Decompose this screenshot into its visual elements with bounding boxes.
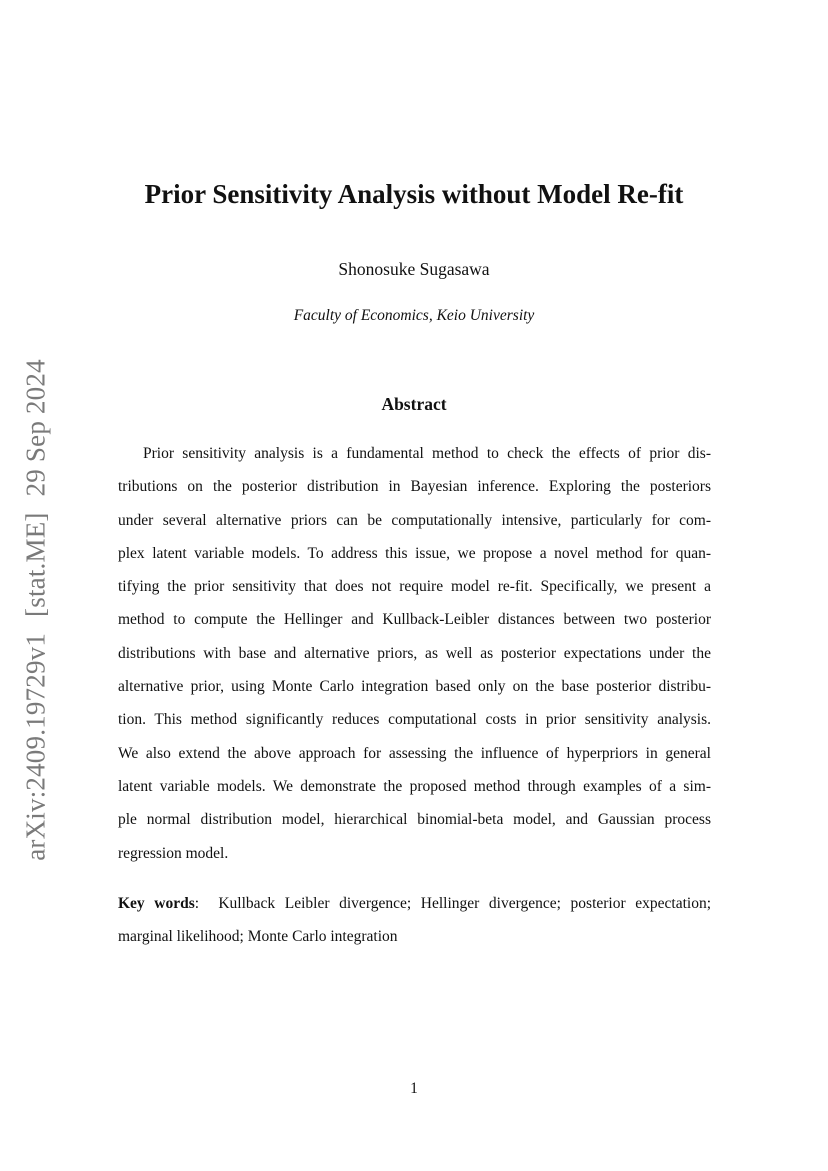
abstract-line: alternative prior, using Monte Carlo integration based only on the base posterior distribu- <box>118 678 711 696</box>
keywords-separator: : <box>194 895 200 912</box>
abstract-line: method to compute the Hellinger and Kullback-Leibler distances between two posterior <box>118 611 711 629</box>
abstract-line: Prior sensitivity analysis is a fundamental method to check the effects of prior dis- <box>143 445 711 462</box>
abstract-line: under several alternative priors can be computationally intensive, particularly for com- <box>118 511 711 529</box>
keywords-line <box>118 893 711 926</box>
author-name: Shonosuke Sugasawa <box>338 259 490 279</box>
page-number: 1 <box>410 1080 418 1097</box>
abstract-line: distributions with base and alternative priors, as well as posterior expectations under the <box>118 644 711 662</box>
abstract-line: regression model. <box>118 844 229 862</box>
abstract-line: tifying the prior sensitivity that does not require model re-fit. Specifically, we present a <box>118 578 711 596</box>
keywords-section <box>118 893 711 960</box>
abstract-heading: Abstract <box>381 394 447 414</box>
arxiv-category: [stat.ME] <box>20 512 51 617</box>
paper-title: Prior Sensitivity Analysis without Model Re-fit <box>144 179 684 209</box>
abstract-line: We also extend the above approach for assessing the influence of hyperpriors in general <box>118 744 711 762</box>
keywords-line: marginal likelihood; Monte Carlo integration <box>118 928 398 946</box>
abstract-body <box>118 443 711 876</box>
abstract-line: tributions on the posterior distribution in Bayesian inference. Exploring the posteriors <box>118 478 711 496</box>
keywords-label: Key words <box>118 895 195 912</box>
arxiv-identifier-stamp <box>21 359 52 861</box>
author-affiliation: Faculty of Economics, Keio University <box>293 307 535 324</box>
keywords-text: Kullback Leibler divergence; Hellinger divergence; posterior expectation; <box>218 895 711 912</box>
arxiv-date: 29 Sep 2024 <box>20 359 51 497</box>
arxiv-id: arXiv:2409.19729v1 <box>20 632 51 861</box>
abstract-line: tion. This method significantly reduces computational costs in prior sensitivity analysis. <box>118 711 711 729</box>
abstract-line: ple normal distribution model, hierarchical binomial-beta model, and Gaussian process <box>118 811 711 829</box>
abstract-line: plex latent variable models. To address this issue, we propose a novel method for quan- <box>118 544 711 562</box>
abstract-line: latent variable models. We demonstrate the proposed method through examples of a sim- <box>118 777 711 795</box>
